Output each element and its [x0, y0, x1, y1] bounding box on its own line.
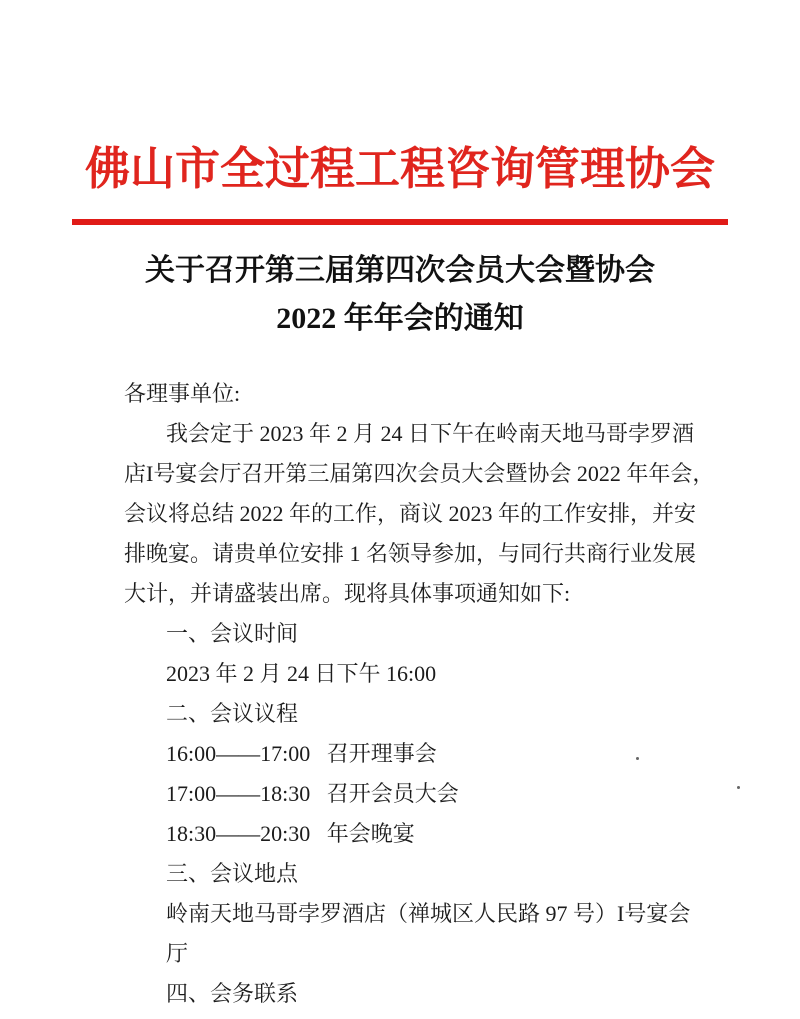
document-title [0, 247, 800, 343]
body-line: 17:00——18:30 召开会员大会 [166, 780, 459, 806]
letterhead-divider [72, 219, 728, 225]
body-line: 会议将总结 2022 年的工作，商议 2023 年的工作安排，并安 [124, 500, 697, 526]
scan-speck [737, 786, 740, 789]
body-line: 二、会议议程 [166, 700, 299, 726]
org-letterhead: 佛山市全过程工程咨询管理协会 [84, 144, 715, 194]
body-line: 2023 年 2 月 24 日下午 16:00 [166, 660, 437, 686]
salutation: 各理事单位: [124, 380, 241, 406]
body-lines [124, 414, 715, 1014]
document-title-line1: 关于召开第三届第四次会员大会暨协会 [145, 253, 655, 287]
body-line: 厅 [166, 940, 189, 966]
body-line: 16:00——17:00 召开理事会 [166, 740, 437, 766]
body-line: 岭南天地马哥孛罗酒店（禅城区人民路 97 号）I号宴会 [166, 900, 691, 926]
body-line: 四、会务联系 [166, 980, 299, 1006]
body-line: 三、会议地点 [166, 860, 299, 886]
body-line: 18:30——20:30 年会晚宴 [166, 820, 415, 846]
document-body [124, 374, 715, 1014]
body-line: 店I号宴会厅召开第三届第四次会员大会暨协会 2022 年年会， [124, 460, 715, 486]
document-title-line2: 2022 年年会的通知 [276, 301, 524, 335]
body-line: 大计，并请盛装出席。现将具体事项通知如下: [124, 580, 571, 606]
body-line: 我会定于 2023 年 2 月 24 日下午在岭南天地马哥孛罗酒 [166, 420, 695, 446]
body-line: 一、会议时间 [166, 620, 299, 646]
body-line: 排晚宴。请贵单位安排 1 名领导参加，与同行共商行业发展 [124, 540, 697, 566]
scan-speck [636, 757, 639, 760]
